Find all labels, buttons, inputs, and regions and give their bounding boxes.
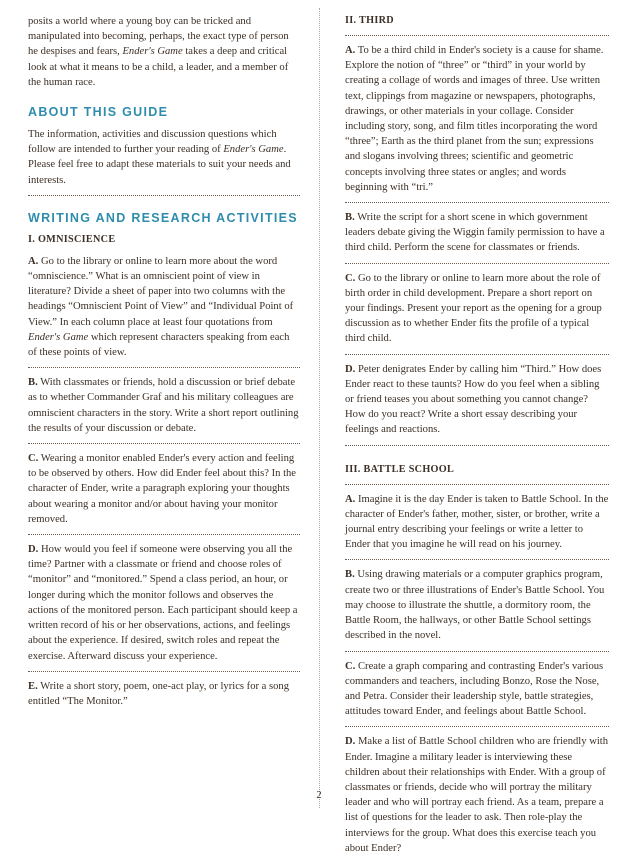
intro-paragraph xyxy=(28,14,300,90)
about-text: . Please feel free to adapt these materials to suit your needs and interests. xyxy=(28,144,291,186)
item-label: B. xyxy=(28,377,38,389)
item-divider xyxy=(345,445,609,446)
intro-line: takes a deep xyxy=(182,46,238,58)
intro-line: manipulated into becoming, perhaps, the exact type of xyxy=(28,31,258,43)
item-text: Wearing a monitor enabled Ender's every action and feeling to be observed by others. How did Ender feel about this? In the character of Ender, write a paragraph exploring your thoughts about wearing a monitor and/or about having your monitor removed. xyxy=(28,453,297,525)
book-title: Ender's Game xyxy=(122,46,183,58)
intro-line: person he despises and fears, xyxy=(28,31,289,58)
about-heading: ABOUT THIS GUIDE xyxy=(28,105,169,120)
battle-school-subheading: III. BATTLE SCHOOL xyxy=(345,463,455,475)
item-label: C. xyxy=(345,272,356,284)
activity-item xyxy=(28,542,300,664)
item-divider xyxy=(345,651,609,652)
item-divider xyxy=(28,443,300,444)
item-text: Create a graph comparing and contrasting Ender's various commanders and teachers, including Bonzo, Rose the Nose, and Petra. Consider their leadership style, battle strategies, attitudes toward Ender, and feelings about Battle School. xyxy=(345,660,604,718)
item-text: Imagine it is the day Ender is taken to Battle School. In the character of Ender's father, mother, sister, or brother, write a journal entry describing your feelings or write a letter to Ender that you imagine he will read on his journey. xyxy=(345,493,609,551)
item-label: D. xyxy=(345,736,356,748)
activity-item xyxy=(28,375,300,436)
page-number: 2 xyxy=(316,790,322,801)
item-divider xyxy=(345,484,609,485)
activity-item xyxy=(345,492,609,553)
item-text: Peter denigrates Ender by calling him “Third.” How does Ender react to these taunts? How do you feel when a sibling or friend teases you about something you cannot change? How do you react? Write a short essay describing your feelings and reactions. xyxy=(345,363,602,436)
intro-line: and critical look at what it means to be a child, a leader, xyxy=(28,46,288,73)
activity-item xyxy=(28,451,300,527)
section-divider xyxy=(28,195,300,196)
right-column xyxy=(345,14,609,863)
activity-item xyxy=(28,254,300,360)
left-column xyxy=(28,14,300,716)
activity-item xyxy=(345,659,609,720)
activity-item xyxy=(345,43,609,195)
activity-item xyxy=(28,679,300,709)
item-divider xyxy=(345,202,609,203)
item-divider xyxy=(345,35,609,36)
item-label: E. xyxy=(28,680,38,692)
item-text: Using drawing materials or a computer graphics program, create two or three illustrations of Ender's Battle School. You may choose to illustrate the shuttle, a dormitory room, the Battle Room, the hallways, or other Battle School settings described in the novel. xyxy=(345,569,605,642)
item-text: How would you feel if someone were observing you all the time? Partner with a classmate or friend and choose roles of “monitor” and “monitored.” Spend a class period, an hour, or longer during which the monitor follows and observes the actions of the monitored person. Each participant should keep a written record of his or her observations, actions, and feelings about the experience. If desired, switch roles and repeat the exercise. Afterward discuss your experience. xyxy=(28,544,298,662)
item-divider xyxy=(345,726,609,727)
activity-item xyxy=(345,210,609,256)
about-paragraph xyxy=(28,127,300,188)
item-text: With classmates or friends, hold a discussion or brief debate as to whether Commander Graf and his military colleagues are omniscient characters in the story. Write a short report outlining the results of your discussion or debate. xyxy=(28,377,299,434)
item-text: which represent characters speaking from each of these points of view. xyxy=(28,331,290,359)
item-label: A. xyxy=(28,255,39,267)
intro-line: posits a world where a young boy can be tricked and xyxy=(28,16,251,27)
item-text: Go to the library or online to learn more about the role of birth order in child development. Prepare a short report on your findings. Present your report as the opening for a group discussion as to whether Ender fits the profile of a typical third child. xyxy=(345,272,602,345)
item-label: A. xyxy=(345,45,356,56)
item-text: Write the script for a short scene in which government leaders debate giving the Wiggin family permission to have a third child. Perform the scene for classmates or friends. xyxy=(345,212,605,254)
activity-item xyxy=(345,567,609,643)
book-title: Ender's Game xyxy=(28,331,89,343)
item-text: Make a list of Battle School children who are friendly with Ender. Imagine a military leader is interviewing these children about their relationships with Ender. With a group of classmates or friends, decide who will portray the military leader and who will portray each friend. As a team, prepare a list of questions for the leader to ask. Then role-play the interviews for the group. What does this exercise teach you about Ender? xyxy=(345,736,609,854)
omniscience-subheading: I. OMNISCIENCE xyxy=(28,233,116,245)
book-title: Ender's Game xyxy=(223,144,284,156)
about-text: The information, activities and discussion questions which follow are intended to further your reading of xyxy=(28,129,277,156)
intro-line: and a member of the human race. xyxy=(28,61,289,88)
writing-heading: WRITING AND RESEARCH ACTIVITIES xyxy=(28,210,298,225)
item-text: To be a third child in Ender's society is a cause for shame. Explore the notion of “three” or “third” in your world by creating a collage of words and images of three. Use written text, clippings from magazine or newspapers, photographs, drawings, or other materials in your collage. Consider including story, song, and film titles incorporating the word “three”; Earth as the third planet from the sun; expressions and slogans involving threes; scientific and geometric concepts involving three states or angles; and words beginning with “tri.” xyxy=(345,45,604,193)
item-divider xyxy=(28,367,300,368)
item-text: Write a short story, poem, one-act play, or lyrics for a song entitled “The Monitor.” xyxy=(28,680,290,707)
item-divider xyxy=(28,534,300,535)
item-divider xyxy=(345,354,609,355)
item-label: D. xyxy=(345,363,356,375)
item-label: B. xyxy=(345,569,355,581)
item-divider xyxy=(345,263,609,264)
activity-item xyxy=(345,271,609,347)
item-divider xyxy=(345,559,609,560)
item-divider xyxy=(28,671,300,672)
activity-item xyxy=(345,362,609,438)
item-label: A. xyxy=(345,493,356,505)
item-label: D. xyxy=(28,544,39,556)
item-label: B. xyxy=(345,212,355,224)
item-label: C. xyxy=(345,660,356,672)
third-subheading: II. THIRD xyxy=(345,15,394,26)
column-separator xyxy=(319,8,320,808)
item-text: Go to the library or online to learn more about the word “omniscience.” What is an omniscient point of view in literature? Divide a sheet of paper into two columns with the headings “Omniscient Point of View” and “Individual Point of View.” In each column place at least four quotations from xyxy=(28,255,294,328)
item-label: C. xyxy=(28,453,39,465)
